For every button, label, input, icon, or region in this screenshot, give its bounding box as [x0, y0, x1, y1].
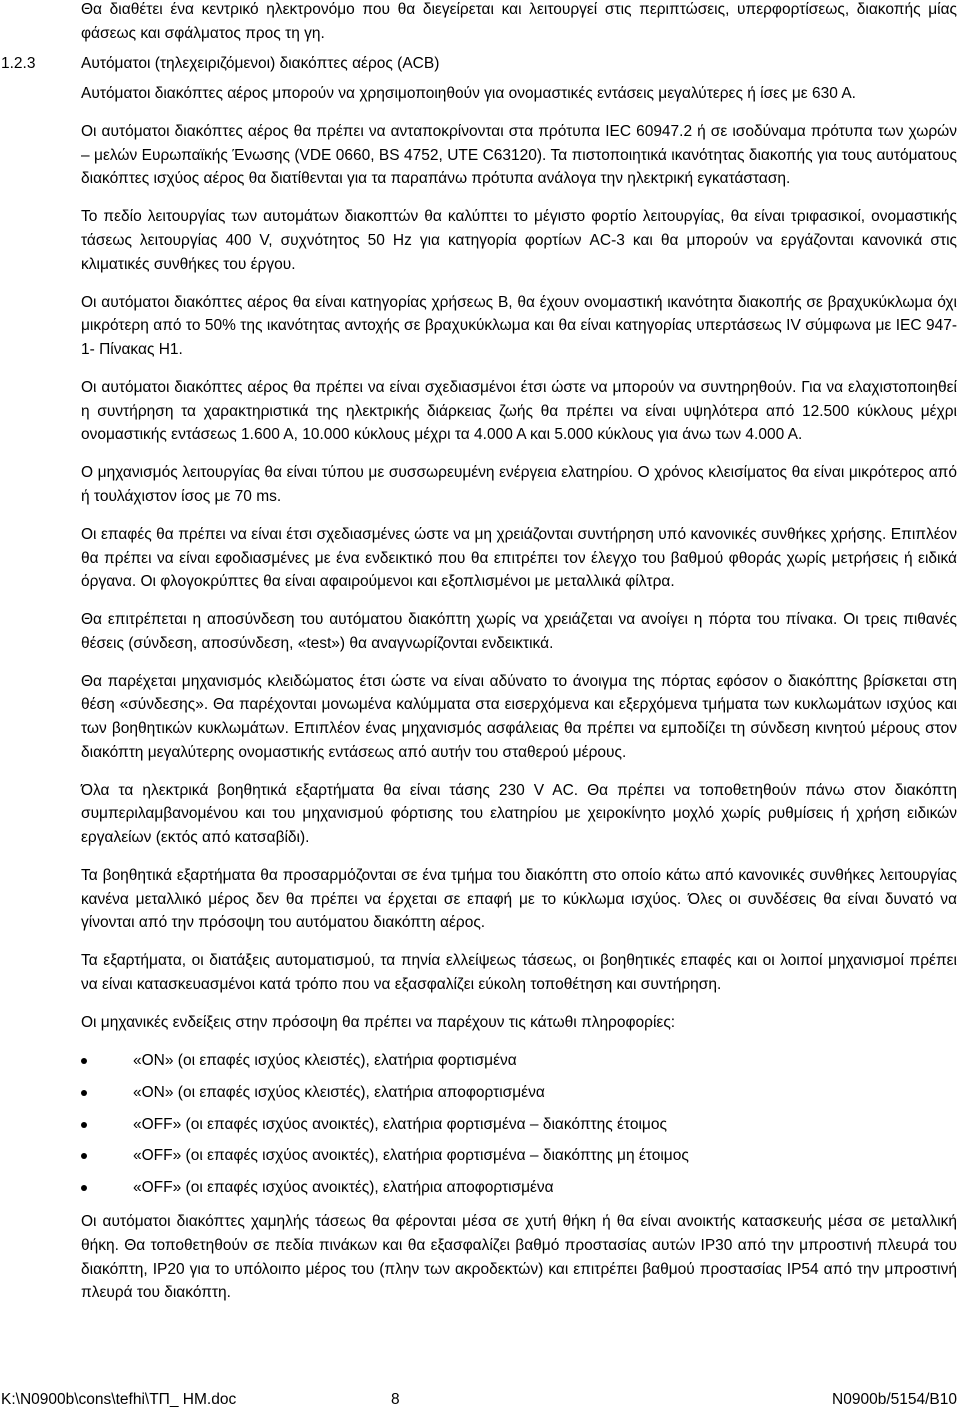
closing-paragraph: Οι αυτόματοι διακόπτες χαμηλής τάσεως θα φέρονται μέσα σε χυτή θήκη ή θα είναι ανοικτής κατασκευής μέσα σε μεταλλική θήκη. Θα τοποθετηθούν σε πεδία πινάκων και θα εξασφαλίζει βαθμό προστασίας αυτών IP30 από την μπροστινή πλευρά του διακόπτη, IP20 για το υπόλοιπο μέρος του (πλην των ακροδεκτών) και επιτρέπει βαθμού προστασίας IP54 από την μπροστινή πλευρά του διακόπτη. — [81, 1213, 957, 1302]
footer-page-number: 8 — [391, 1391, 400, 1408]
section-heading — [0, 52, 957, 76]
paragraph: Οι μηχανικές ενδείξεις στην πρόσοψη θα πρέπει να παρέχουν τις κάτωθι πληροφορίες: — [81, 1014, 676, 1031]
list-item-text: «OFF» (οι επαφές ισχύος ανοικτές), ελατήρια αποφορτισμένα — [133, 1179, 554, 1197]
list-item-text: «OFF» (οι επαφές ισχύος ανοικτές), ελατήρια φορτισμένα – διακόπτης έτοιμος — [133, 1115, 667, 1133]
list-item-text: «ΟΝ» (οι επαφές ισχύος κλειστές), ελατήρια φορτισμένα — [133, 1052, 517, 1070]
footer-file-path: K:\N0900b\cons\tefhi\ΤΠ_ ΗΜ.doc — [1, 1391, 237, 1408]
paragraph: Οι αυτόματοι διακόπτες αέρος θα είναι κατηγορίας χρήσεως B, θα έχουν ονομαστική ικανότητα διακοπής σε βραχυκύκλωμα όχι μικρότερη από το 50% της ικανότητας αντοχής σε βραχυκύκλωμα και θα είναι κατηγορίας υπερτάσεως IV σύμφωνα με IEC 947-1- Πίνακας H1. — [81, 293, 957, 358]
paragraph: Όλα τα ηλεκτρικά βοηθητικά εξαρτήματα θα είναι τάσης 230 V AC. Θα πρέπει να τοποθετηθούν πάνω στον διακόπτη συμπεριλαμβανομένου και του μηχανισμού φόρτισης του ελατηρίου με χειροκίνητο μοχλό χωρίς ρυθμίσεις ή χρήση ειδικών εργαλείων (εκτός από κατσαβίδι). — [81, 781, 957, 846]
list-item-text: «OFF» (οι επαφές ισχύος ανοικτές), ελατήρια φορτισμένα – διακόπτης μη έτοιμος — [133, 1147, 689, 1165]
page-footer — [0, 1389, 960, 1411]
footer-doc-code: N0900b/5154/B10 — [832, 1391, 957, 1408]
intro-paragraph — [81, 0, 957, 60]
section-number: 1.2.3 — [1, 55, 36, 72]
paragraph: Οι επαφές θα πρέπει να είναι έτσι σχεδιασμένες ώστε να μη χρειάζονται συντήρηση υπό κανονικές συνθήκες χρήσης. Επιπλέον θα πρέπει να είναι εφοδιασμένες με ένα ενδεικτικό που θα επιτρέπει τον έλεγχο του βαθμού φθοράς χωρίς μετρήσεις ή ειδικά όργανα. Οι φλογοκρύπτες θα είναι αφαιρούμενοι και εξοπλισμένοι με μεταλλικά φίλτρα. — [81, 525, 957, 591]
paragraph: Αυτόματοι διακόπτες αέρος μπορούν να χρησιμοποιηθούν για ονομαστικές εντάσεις μεγαλύτερες ή ίσες με 630 Α. — [81, 85, 856, 102]
intro-text: Θα διαθέτει ένα κεντρικό ηλεκτρονόμο που θα διεγείρεται και λειτουργεί στις περιπτώσεις, υπερφορτίσεως, διακοπής μίας φάσεως και σφάλματος προς τη γη. — [81, 1, 957, 42]
list-item — [81, 1144, 957, 1168]
bullet-icon — [81, 1185, 87, 1191]
list-item — [81, 1113, 957, 1137]
section-title: Αυτόματοι (τηλεχειριζόμενοι) διακόπτες αέρος (ACB) — [81, 55, 440, 72]
bullet-icon — [81, 1090, 87, 1096]
bullet-icon — [81, 1122, 87, 1128]
section-body — [81, 82, 957, 1319]
paragraph: Οι αυτόματοι διακόπτες αέρος θα πρέπει να είναι σχεδιασμένοι έτσι ώστε να μπορούν να συντηρηθούν. Για να ελαχιστοποιηθεί η συντήρηση τα χαρακτηριστικά της ηλεκτρικής διάρκειας ζωής θα πρέπει να είναι υψηλότερα από 12.500 κύκλους μέχρι ονομαστικής εντάσεως 1.600 Α, 10.000 κύκλους μέχρι τα 4.000 Α και 5.000 κύκλους για άνω των 4.000 Α. — [81, 378, 957, 444]
list-item — [81, 1049, 957, 1073]
paragraph: Τα βοηθητικά εξαρτήματα θα προσαρμόζονται σε ένα τμήμα του διακόπτη στο οποίο κάτω από κανονικές συνθήκες λειτουργίας κανένα μεταλλικό μέρος δεν θα πρέπει να έρχεται σε επαφή με το κύκλωμα ισχύος. Όλες οι συνδέσεις θα είναι δυνατό να γίνονται από την πρόσοψη του αυτόματου διακόπτη αέρος. — [81, 867, 957, 932]
list-item-text: «ΟΝ» (οι επαφές ισχύος κλειστές), ελατήρια αποφορτισμένα — [133, 1083, 545, 1101]
paragraph: Τα εξαρτήματα, οι διατάξεις αυτοματισμού, τα πηνία ελλείψεως τάσεως, οι βοηθητικές επαφές και οι λοιποί μηχανισμοί πρέπει να είναι κατασκευασμένοι κατά τρόπο που να εξασφαλίζει εύκολη τοποθέτηση και συντήρηση. — [81, 952, 957, 993]
bullet-icon — [81, 1058, 87, 1064]
paragraph: Θα επιτρέπεται η αποσύνδεση του αυτόματου διακόπτη χωρίς να χρειάζεται να ανοίγει η πόρτα του πίνακα. Οι τρεις πιθανές θέσεις (σύνδεση, αποσύνδεση, «test») θα αναγνωρίζονται ενδεικτικά. — [81, 611, 957, 652]
paragraph: Θα παρέχεται μηχανισμός κλειδώματος έτσι ώστε να είναι αδύνατο το άνοιγμα της πόρτας εφόσον ο διακόπτης βρίσκεται στη θέση «σύνδεσης». Θα παρέχονται μονωμένα καλύμματα στα εισερχόμενα και εξερχόμενα τμήματα των κυκλωμάτων ισχύος και των βοηθητικών κυκλωμάτων. Επιπλέον ένας μηχανισμός ασφάλειας θα πρέπει να εμποδίζει τη σύνδεση κινητού μέρους στον διακόπτη μεγαλύτερης ονομαστικής εντάσεως από αυτήν του σταθερού μέρους. — [81, 672, 957, 761]
list-item — [81, 1176, 957, 1200]
list-item — [81, 1081, 957, 1105]
paragraph: Ο μηχανισμός λειτουργίας θα είναι τύπου με συσσωρευμένη ενέργεια ελατηρίου. Ο χρόνος κλεισίματος θα είναι μικρότερος από ή τουλάχιστον ίσος με 70 ms. — [81, 464, 957, 505]
paragraph: Το πεδίο λειτουργίας των αυτομάτων διακοπτών θα καλύπτει το μέγιστο φορτίο λειτουργίας, θα είναι τριφασικοί, ονομαστικής τάσεως λειτουργίας 400 V, συχνότητος 50 Hz για κατηγορία φορτίων AC-3 και θα μπορούν να εργάζονται κανονικά στις κλιματικές συνθήκες του έργου. — [81, 208, 957, 273]
bullet-icon — [81, 1153, 87, 1159]
paragraph: Οι αυτόματοι διακόπτες αέρος θα πρέπει να ανταποκρίνονται στα πρότυπα IEC 60947.2 ή σε ισοδύναμα πρότυπα των χωρών – μελών Ευρωπαϊκής Ένωσης (VDE 0660, BS 4752, UTE C63120). Τα πιστοποιητικά ικανότητας διακοπής για τους αυτόματους διακόπτες ισχύος αέρος θα διατίθενται για τα παραπάνω πρότυπα ανάλογα την ηλεκτρική εγκατάσταση. — [81, 123, 957, 188]
indicator-list — [81, 1049, 957, 1200]
